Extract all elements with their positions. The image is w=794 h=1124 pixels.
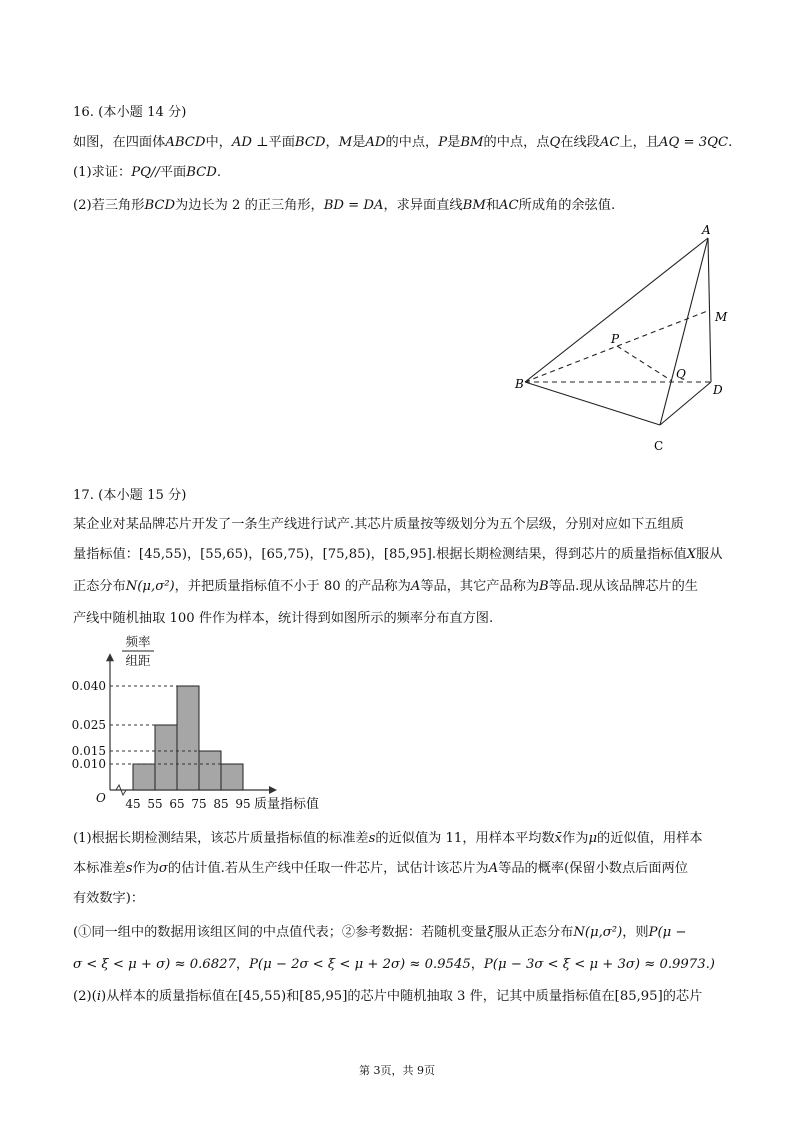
text: 上，且 [619,135,660,150]
text: 平面 [159,165,187,180]
text: ⊥平面 [251,135,295,150]
histogram-bar [155,725,177,790]
math: B [539,579,549,594]
text: 的近似值为 11，用样本平均数 [375,831,555,846]
x-tick-label: 95 [235,797,251,811]
x-tick-label: 55 [147,797,163,811]
math: BM [460,135,484,150]
math: A [410,579,421,594]
ylabel-numerator: 频率 [125,634,151,649]
histogram-bar [221,764,243,790]
x-tick-label: 45 [125,797,141,811]
text: ，则 [622,925,649,940]
math: ξ [486,925,495,940]
q17-part2-line1 [73,988,702,1006]
math: BCD [294,135,326,150]
math: AD [231,135,252,150]
math: AQ = 3QC [659,135,729,150]
q17-note-line1 [73,924,686,942]
text: . [216,165,222,180]
histogram-bar [133,764,155,790]
x-tick-label: 65 [169,797,185,811]
text: 的中点，点 [483,135,550,150]
text: )从样本的质量指标值在[45,55)和[85,95]的芯片中随机抽取 3 件，记其中质量指标值在[85,95]的芯片 [101,989,703,1004]
y-tick-label: 0.025 [71,718,106,732]
text: 等品.现从该品牌芯片的生 [548,579,698,594]
text: 作为 [132,861,159,876]
math: s [125,861,133,876]
text: 是 [447,135,461,150]
y-tick-label: 0.040 [71,679,106,693]
math: AC [499,198,519,213]
page-footer: 第 3页，共 9页 [359,1064,435,1077]
math: P(μ − 2σ < ξ < μ + 2σ) ≈ 0.9545 [249,957,471,972]
text: 服从 [696,547,723,562]
math: N(μ,σ²) [125,579,175,594]
text: 等品，其它产品称为 [420,579,540,594]
math: s [368,831,376,846]
q17-part1-line2 [73,860,688,878]
math: ABCD [165,135,206,150]
text: (2)( [73,989,97,1004]
math: P(μ − [648,925,687,940]
q17-header: 17. (本小题 15 分) [73,488,187,503]
label-d: D [713,383,723,397]
q17-part1-line3: 有效数字)： [73,891,145,906]
text: 如图，在四面体 [73,135,166,150]
text: 是 [352,135,366,150]
text: ， [325,135,339,150]
text: (1)求证： [73,165,132,180]
q16-header: 16. (本小题 14 分) [73,105,187,120]
histogram-bar [177,686,199,790]
math: σ < ξ < μ + σ) ≈ 0.6827 [73,957,236,972]
text: 正态分布 [73,579,126,594]
math: BM [462,198,486,213]
q17-line4: 产线中随机抽取 100 件作为样本，统计得到如图所示的频率分布直方图. [73,611,494,626]
y-axis-arrow [106,653,114,661]
origin-label: O [96,791,106,805]
x-tick-label: 75 [191,797,207,811]
label-b: B [515,377,524,391]
histogram-bar [199,751,221,790]
math: P [438,135,448,150]
text: 本标准差 [73,861,126,876]
label-c: C [654,439,664,453]
y-tick-label: 0.010 [71,757,106,771]
math: N(μ,σ²) [573,925,623,940]
text: 量指标值：[45,55)，[55,65)，[65,75)，[75,85)，[85,95].根据长期检测结果，得到芯片的质量指标值 [73,547,687,562]
text: . [728,135,733,150]
math: i [96,989,102,1004]
label-a: A [702,223,711,237]
text: 所成角的余弦值. [518,198,616,213]
text: 服从正态分布 [494,925,574,940]
text: (①同一组中的数据用该组区间的中点值代表；②参考数据：若随机变量 [73,925,487,940]
ylabel-denominator: 组距 [125,653,151,668]
math: A [488,861,499,876]
q17-line1: 某企业对某品牌芯片开发了一条生产线进行试产.其芯片质量按等级划分为五个层级，分别对应如下五组质 [73,517,684,532]
math: AC [599,135,620,150]
math: BD = DA [323,198,384,213]
text: 的近似值，用样本 [597,831,703,846]
label-q: Q [676,367,686,381]
x-axis-label: 质量指标值 [254,797,320,812]
text: (2)若三角形 [73,198,145,213]
math: M [338,135,353,150]
text: ，并把质量指标值不小于 80 的产品称为 [174,579,411,594]
text: 的中点， [385,135,439,150]
math: P(μ − 3σ < ξ < μ + 3σ) ≈ 0.9973.) [483,957,715,972]
text: (1)根据长期检测结果，该芯片质量指标值的标准差 [73,831,369,846]
text: ，求异面直线 [383,198,463,213]
x-tick-label: 85 [213,797,229,811]
text: ， [470,957,484,972]
math: BCD [186,165,217,180]
text: 作为 [562,831,589,846]
x-axis-arrow [269,786,277,794]
math: X [686,547,697,562]
text: 中， [205,135,232,150]
math: PQ// [131,165,160,180]
math: μ [588,831,598,846]
text: 为边长为 2 的正三角形， [175,198,324,213]
text: 等品的概率(保留小数点后面两位 [498,861,688,876]
math: σ [158,861,168,876]
math: Q [549,135,561,150]
math: BCD [144,198,176,213]
text: ， [235,957,250,972]
text: 和 [485,198,500,213]
y-tick-label: 0.015 [71,744,106,758]
math: x̄ [554,831,563,846]
q17-part1-line1 [73,830,703,848]
label-m: M [715,310,728,324]
label-p: P [611,332,620,346]
math: AD [365,135,386,150]
q17-note-line2 [73,956,715,974]
text: 在线段 [560,135,600,150]
text: 的估计值.若从生产线中任取一件芯片，试估计该芯片为 [167,861,489,876]
